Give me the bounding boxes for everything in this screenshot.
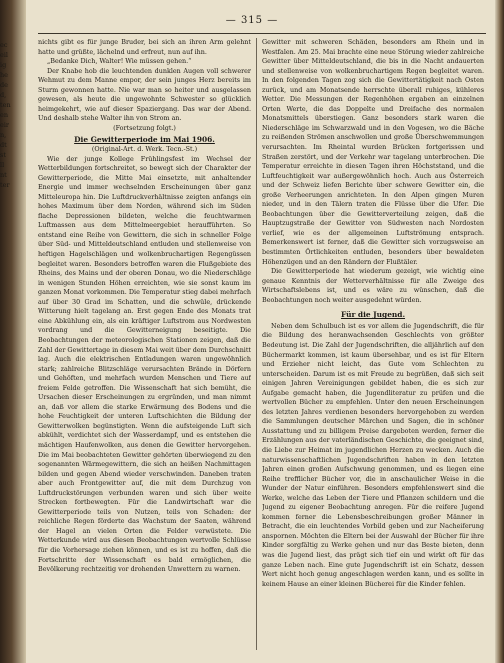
article-body: Wie der junge Kollege Frühlingsfest im Wechsel der Wetterbildungen fortschreitet, so bewegt sich der Charakter der Gewitterperiode, die Mitte Mai einsetzte, mit anhaltender Energie und immer wechselnden Erscheinungen über ganz Mitteleuropa hin. Die Luftdruckverhältnisse zeigten anfangs ein hohes Maximum über dem Norden, während sich im Süden flache Depressionen bildeten, welche die feuchtwarmen Luftmassen aus dem Mittelmeergebiet heraufführten. So entstand eine Reihe von Gewittern, die sich in schneller Folge über Süd- und Mitteldeutschland entluden und stellenweise von heftigen Hagelschlägen und wolkenbruchartigen Regengüssen begleitet waren. Besonders betroffen waren die Flußgebiete des Rheins, des Mains und der oberen Donau, wo die Niederschläge in wenigen Stunden Höhen erreichten, wie sie sonst kaum im ganzen Monat vorkommen. Die Temperatur stieg dabei mehrfach auf über 30 Grad im Schatten, und die schwüle, drückende Witterung hielt tagelang an. Erst gegen Ende des Monats trat eine Abkühlung ein, als ein kräftiger Luftstrom aus Nordwesten vordrang und die Gewitterneigung beseitigte. Die Beobachtungen der meteorologischen Stationen zeigen, daß die Zahl der Gewittertage in diesem Mai weit über dem Durchschnitt lag. Auch die elektrischen Entladungen waren ungewöhnlich stark; zahlreiche Blitzschläge verursachten Brände in Dörfern und Gehöften, und mehrfach wurden Menschen und Tiere auf freiem Felde getroffen. Die Wissenschaft hat sich bemüht, die Ursachen dieser Erscheinungen zu ergründen, und man nimmt an, daß vor allem die starke Erwärmung des Bodens und die hohe Feuchtigkeit der unteren Luftschichten die Bildung der Gewitterwolken begünstigten. Wenn die aufsteigende Luft sich abkühlt, verdichtet sich der Wasserdampf, und es entstehen die mächtigen Haufenwolken, aus denen die Gewitter hervorgehen. Die im Mai beobachteten Gewitter gehörten überwiegend zu den sogenannten Wärmegewittern, die sich an heißen Nachmittagen bilden und gegen Abend wieder verschwinden. Daneben traten aber auch Frontgewitter auf, die mit dem Durchzug von Luftdruckstörungen verbunden waren und sich über weite Strecken fortbewegten. Für die Landwirtschaft war die Gewitterperiode teils von Nutzen, teils von Schaden: der reichliche Regen förderte das Wachstum der Saaten, während der Hagel an vielen Orten die Felder verwüstete. Die Wetterkunde wird aus diesen Beobachtungen wertvolle Schlüsse für die Vorhersage ziehen können, und es ist zu hoffen, daß die Fortschritte der Wissenschaft es bald ermöglichen, die Bevölkerung rechtzeitig vor drohenden Unwettern zu warnen.	[38, 154, 251, 574]
page-number: — 315 —	[225, 15, 279, 26]
column-divider	[256, 38, 257, 650]
edge-text-fragment: st	[0, 151, 6, 159]
book-spine-edge	[495, 0, 504, 663]
story-paragraph: nichts gibt es für junge Bruder, bei sich an ihren Arm gelehnt hatte und grüßte, lächelnd und erfreut, nun auf ihn.	[38, 38, 251, 56]
article-heading: Die Gewitterperiode im Mai 1906.	[74, 135, 215, 145]
story-paragraph: Der Knabe hob die leuchtenden dunklen Augen voll schwerer Wehmut zu dem Manne empor, der sein junges Herz bereits im Sturm gewonnen hatte. Nie war man so heiter und ausgelassen gewesen, als heute die ungewohnte Schwester so glücklich heimgekehrt, wie auf dieser Spaziergang. Das war der Abend. Und deshalb stehe Walter ihn von Strom an.	[38, 66, 251, 123]
edge-text-fragment: ter	[0, 181, 10, 189]
edge-text-fragment: eir	[0, 121, 10, 129]
story-paragraph: „Bedanke Dich, Walter! Wie müssen gehen.“	[47, 57, 192, 66]
edge-text-fragment: ig	[0, 61, 7, 69]
article-subheading: (Original-Art. d. Werk. Tecn.-St.)	[91, 145, 198, 154]
edge-text-fragment: n,	[0, 131, 7, 139]
edge-text-fragment: he	[0, 71, 9, 79]
edge-text-fragment: ll	[0, 161, 5, 169]
edge-text-fragment: de	[0, 81, 9, 89]
adjacent-page-edge	[0, 40, 22, 190]
edge-text-fragment: ten	[0, 101, 11, 109]
article-body: Neben dem Schulbuch ist es vor allem die Jugendschrift, die für die Bildung des heranwachsenden Geschlechts von größter Bedeutung ist. Die Zahl der Jugendschriften, die alljährlich auf den Büchermarkt kommen, ist kaum übersehbar, und es ist für Eltern und Erzieher nicht leicht, das Gute vom Schlechten zu unterscheiden. Darum ist es mit Freude zu begrüßen, daß sich seit einigen Jahren Vereinigungen gebildet haben, die es sich zur Aufgabe gemacht haben, die Jugendliteratur zu prüfen und die wertvollen Bücher zu empfehlen. Unter den neuen Erscheinungen des letzten Jahres verdienen besonders hervorgehoben zu werden die Sammlungen deutscher Märchen und Sagen, die in schöner Ausstattung und zu billigem Preise dargeboten werden, ferner die Erzählungen aus der vaterländischen Geschichte, die geeignet sind, die Liebe zur Heimat im jugendlichen Herzen zu wecken. Auch die naturwissenschaftlichen Jugendschriften haben in den letzten Jahren einen großen Aufschwung genommen, und es liegen eine Reihe trefflicher Bücher vor, die in anschaulicher Weise in die Wunder der Natur einführen. Besonders empfehlenswert sind die Werke, welche das Leben der Tiere und Pflanzen schildern und die Jugend zu eigener Beobachtung anregen. Für die reifere Jugend kommen ferner die Lebensbeschreibungen großer Männer in Betracht, die ein leuchtendes Vorbild geben und zur Nacheiferung anspornen. Möchten die Eltern bei der Auswahl der Bücher für ihre Kinder sorgfältig zu Werke gehen und nur das Beste bieten, denn was die Jugend liest, das prägt sich tief ein und wirkt oft für das ganze Leben nach. Eine gute Jugendschrift ist ein Schatz, dessen Wert nicht hoch genug angeschlagen werden kann, und es sollte in keinem Hause an einer kleinen Bücherei für die Kinder fehlen.	[262, 321, 484, 588]
article-heading: Für die Jugend.	[340, 310, 406, 320]
edge-text-fragment: dt	[0, 141, 7, 149]
right-column	[262, 38, 484, 589]
left-column	[38, 38, 251, 575]
edge-text-fragment: eil	[0, 51, 9, 59]
continuation-note: (Fortsetzung folgt.)	[113, 123, 176, 132]
header-rule	[38, 33, 486, 34]
edge-text-fragment: en	[0, 111, 9, 119]
edge-text-fragment: ec	[0, 41, 8, 49]
edge-text-fragment: d,	[0, 91, 7, 99]
article-body: Die Gewitterperiode hat wiederum gezeigt, wie wichtig eine genaue Kenntnis der Wetterverhältnisse für alle Zweige des Wirtschaftslebens ist, und es wäre zu wünschen, daß die Beobachtungen noch weiter ausgedehnt würden.	[262, 267, 484, 304]
edge-text-fragment: nt	[0, 171, 7, 179]
article-body: Gewitter mit schweren Schäden, besonders am Rhein und in Westfalen. Am 25. Mai brachte eine neue Störung wieder zahlreiche Gewitter über Mitteldeutschland, die bis in die Nacht andauerten und stellenweise von wolkenbruchartigem Regen begleitet waren. In den folgenden Tagen zog sich die Gewittertätigkeit nach Osten zurück, und am Monatsende herrschte überall ruhiges, kühleres Wetter. Die Messungen der Regenhöhen ergaben an einzelnen Orten Werte, die das Doppelte und Dreifache des normalen Monatsmittels überstiegen. Ganz besonders stark waren die Niederschläge im Schwarzwald und in den Vogesen, wo die Bäche zu reißenden Strömen anschwollen und große Überschwemmungen verursachten. Im Rheintal wurden Brücken fortgerissen und Straßen zerstört, und der Verkehr war tagelang unterbrochen. Die Temperatur erreichte in diesen Tagen ihren Höchststand, und die Luftfeuchtigkeit war außergewöhnlich hoch. Auch aus Österreich und der Schweiz liefen Berichte über schwere Gewitter ein, die große Verheerungen anrichteten. In den Alpen gingen Muren nieder, und in den Tälern traten die Flüsse über die Ufer. Die Beobachtungen über die Gewitterverteilung zeigen, daß die Hauptzugstraße der Gewitter von Südwesten nach Nordosten verlief, wie es der allgemeinen Luftströmung entsprach. Bemerkenswert ist ferner, daß die Gewitter sich vorzugsweise an bestimmten Örtlichkeiten entluden, besonders über bewaldeten Höhenzügen und an den Rändern der Flußtäler.	[262, 38, 484, 266]
